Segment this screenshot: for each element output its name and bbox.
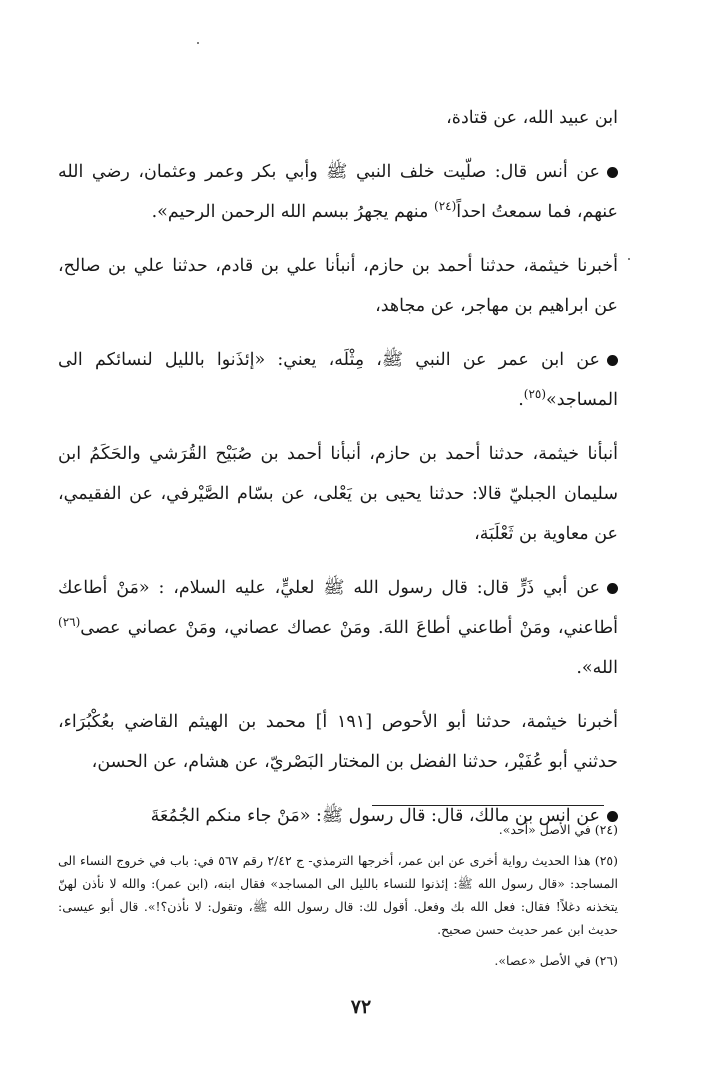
paragraph-text: عن أنس قال: صلّيت خلف النبي ﷺ وأبي بكر وعمر وعثمان، رضي الله عنهم، فما سمعتُ احداً — [58, 162, 618, 222]
footnote-ref[interactable]: (٢٦) — [58, 615, 81, 630]
isnad-paragraph-4 — [58, 702, 618, 782]
paragraph-tail: . — [518, 390, 524, 410]
isnad-paragraph-3 — [58, 434, 618, 554]
bullet-icon — [607, 167, 618, 178]
hadith-paragraph-2 — [58, 340, 618, 420]
scan-speck — [197, 42, 199, 44]
paragraph-text: أخبرنا خيثمة، حدثنا أحمد بن حازم، أنبأنا علي بن قادم، حدثنا علي بن صالح، عن ابراهيم بن مهاجر، عن مجاهد، — [58, 256, 618, 316]
footnotes — [58, 818, 618, 980]
footnote-ref[interactable]: (٢٥) — [523, 387, 547, 402]
footnote-25: (٢٥) هذا الحديث رواية أخرى عن ابن عمر، أخرجها الترمذي- ج ٢/٤٢ رقم ٥٦٧ في: باب في خروج النساء الى المساجد: «قال رسول الله ﷺ: إئذنوا للنساء بالليل الى المساجد» فقال ابنه، (ابن عمر): والله لا نأذن لهنّ يتخذنه دغلاً! فقال: فعل الله بك وفعل. أقول لك: قال رسول الله ﷺ، وتقول: لا نأذن؟!». قال أبو عيسى: حديث ابن عمر حديث حسن صحيح. — [58, 853, 619, 937]
footnote-divider — [372, 805, 604, 806]
footnote-ref[interactable]: (٢٤) — [434, 199, 457, 214]
hadith-paragraph-1 — [58, 152, 618, 232]
paragraph-text: أنبأنا خيثمة، حدثنا أحمد بن حازم، أنبأنا أحمد بن صُبَيْح القُرَشي والحَكَمُ ابن سليمان الجبليّ قالا: حدثنا يحيى بن يَعْلى، عن بسّام الصَّيْرفي، عن الفقيمي، عن معاوية بن ثَعْلَبَة، — [58, 444, 618, 544]
hadith-paragraph-3 — [58, 568, 618, 688]
main-text — [58, 98, 618, 850]
paragraph-text: عن أبي ذَرٍّ قال: قال رسول الله ﷺ لعليٍّ، عليه السلام، : «مَنْ أطاعك أطاعني، ومَنْ أطاعني أطاعَ اللهَ. ومَنْ عصاك عصاني، ومَنْ عصاني عصى — [58, 578, 618, 638]
footnote-26: (٢٦) في الأصل «عصا». — [494, 953, 618, 968]
paragraph-tail: الله». — [576, 658, 618, 678]
paragraph-text: أخبرنا خيثمة، حدثنا أبو الأحوص [١٩١ أ] محمد بن الهيثم القاضي بعُكْبُرَاء، حدثني أبو عُفَيْر، حدثنا الفضل بن المختار البَصْريّ، عن هشام، عن الحسن، — [58, 712, 618, 772]
paragraph-text: عن انس بن مالك، قال: قال رسول ﷺ: «مَنْ جاء منكم الجُمُعَةَ — [150, 806, 600, 826]
isnad-paragraph-2 — [58, 246, 618, 326]
footnote-24: (٢٤) في الأصل «أحد». — [498, 822, 618, 837]
paragraph-text: عن ابن عمر عن النبي ﷺ، مِثْلَه، يعني: «إئذَنوا بالليل لنسائكم الى المساجد» — [58, 350, 618, 410]
paragraph-tail: منهم يجهرُ ببسم الله الرحمن الرحيم». — [151, 202, 434, 222]
scan-speck — [628, 258, 630, 260]
paragraph-text: ابن عبيد الله، عن قتادة، — [446, 108, 618, 128]
bullet-icon — [607, 355, 618, 366]
bullet-icon — [607, 583, 618, 594]
isnad-paragraph-1 — [58, 98, 618, 138]
page-number: ٧٢ — [350, 996, 372, 1018]
